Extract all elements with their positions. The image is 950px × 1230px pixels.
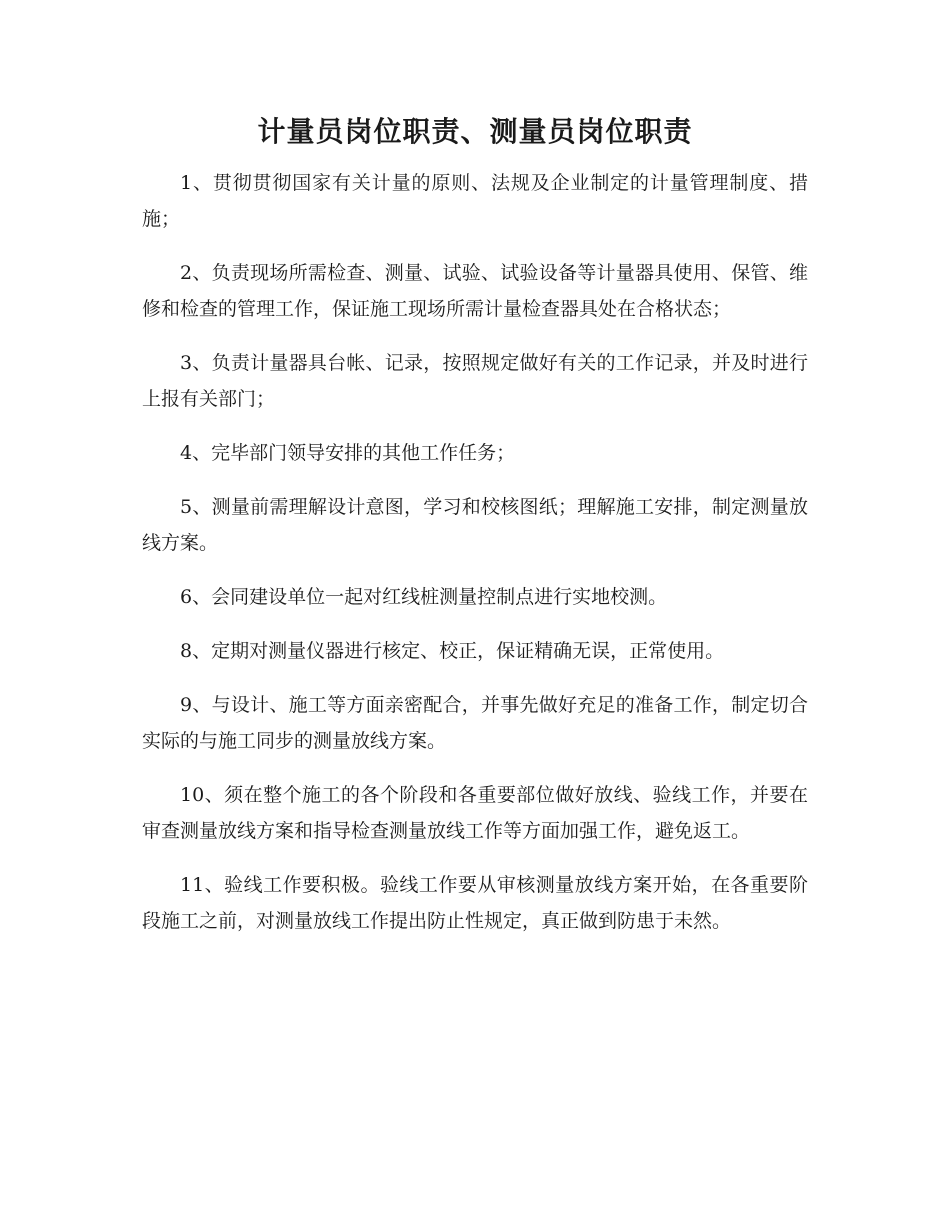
paragraph-10: 10、须在整个施工的各个阶段和各重要部位做好放线、验线工作，并要在审查测量放线方案和指导检查测量放线工作等方面加强工作，避免返工。 xyxy=(142,784,808,842)
paragraph-8: 8、定期对测量仪器进行核定、校正，保证精确无误，正常使用。 xyxy=(180,640,725,662)
paragraph-6: 6、会同建设单位一起对红线桩测量控制点进行实地校测。 xyxy=(180,586,668,608)
paragraph-11: 11、验线工作要积极。验线工作要从审核测量放线方案开始，在各重要阶段施工之前，对测量放线工作提出防止性规定，真正做到防患于未然。 xyxy=(142,874,808,932)
paragraph-2: 2、负责现场所需检查、测量、试验、试验设备等计量器具使用、保管、维修和检查的管理工作，保证施工现场所需计量检查器具处在合格状态； xyxy=(142,262,808,320)
paragraph-5: 5、测量前需理解设计意图，学习和校核图纸；理解施工安排，制定测量放线方案。 xyxy=(142,496,808,554)
paragraph-9: 9、与设计、施工等方面亲密配合，并事先做好充足的准备工作，制定切合实际的与施工同步的测量放线方案。 xyxy=(142,694,808,752)
paragraph-4: 4、完毕部门领导安排的其他工作任务； xyxy=(180,442,516,464)
document-title: 计量员岗位职责、测量员岗位职责 xyxy=(257,115,693,148)
paragraph-1: 1、贯彻贯彻国家有关计量的原则、法规及企业制定的计量管理制度、措施； xyxy=(142,172,808,230)
paragraph-3: 3、负责计量器具台帐、记录，按照规定做好有关的工作记录，并及时进行上报有关部门； xyxy=(142,352,808,410)
document-body xyxy=(142,165,808,957)
